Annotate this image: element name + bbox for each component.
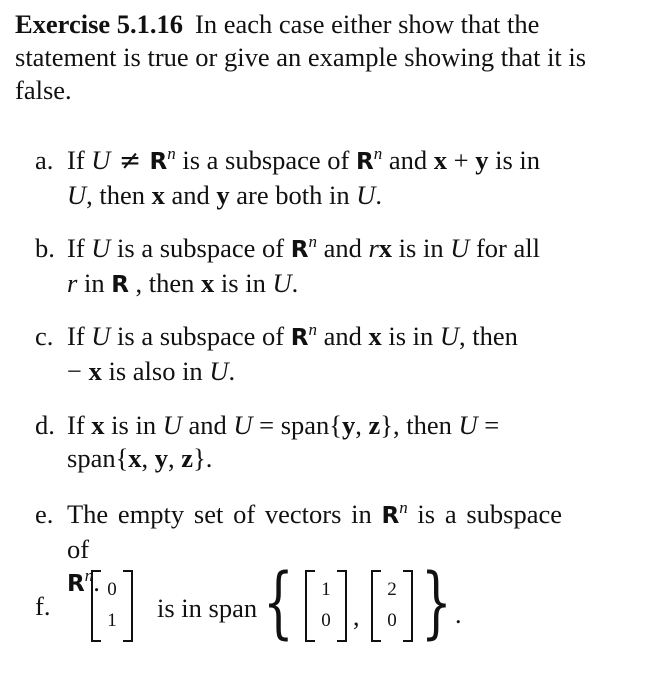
exercise-prompt: In each case either show that the statement is true or give an example showing that it is false. <box>15 9 587 105</box>
vector-3 <box>371 570 413 640</box>
item-c <box>35 320 562 388</box>
vector-2-entry-2: 0 <box>321 610 331 631</box>
item-c-label: c. <box>35 321 54 351</box>
vector-3-entry-1: 2 <box>387 579 397 600</box>
vector-1 <box>91 570 133 640</box>
right-brace: } <box>421 558 452 648</box>
item-e-label: e. <box>35 499 54 529</box>
item-a-text: If $U \ne R^n$ is a subspace of $R^n$ and x + y is in U, then x and y are both in U. <box>67 144 540 210</box>
left-brace: { <box>263 558 294 648</box>
item-c-text: If U is a subspace of $R^n$ and x is in U, then − x is also in U. <box>67 320 518 386</box>
item-d <box>35 409 562 475</box>
exercise-number: Exercise 5.1.16 <box>15 9 184 39</box>
item-d-label: d. <box>35 410 55 440</box>
item-a-label: a. <box>35 145 54 175</box>
exercise-page <box>15 8 615 107</box>
item-b-label: b. <box>35 233 55 263</box>
vector-1-entry-1: 0 <box>107 579 117 600</box>
item-f <box>35 558 595 650</box>
item-f-text: is in span <box>157 593 258 623</box>
item-a <box>35 144 562 212</box>
item-f-period: . <box>455 600 462 629</box>
item-d-text: If x is in U and U = span{y, z}, then U = span{x, y, z}. <box>67 410 500 473</box>
item-e-text: The empty set of vectors in $R^n$ is a subspace of $R^n$. <box>67 498 562 597</box>
vector-2 <box>305 570 347 640</box>
item-b-text: If U is a subspace of $R^n$ and rx is in U for all r in R , then x is in U. <box>67 232 540 298</box>
item-b <box>35 232 562 302</box>
vector-comma: , <box>353 602 360 631</box>
vector-3-entry-2: 0 <box>387 610 397 631</box>
exercise-intro <box>15 8 615 107</box>
vector-1-entry-2: 1 <box>107 610 117 631</box>
vector-2-entry-1: 1 <box>321 579 331 600</box>
item-f-label: f. <box>35 591 51 621</box>
